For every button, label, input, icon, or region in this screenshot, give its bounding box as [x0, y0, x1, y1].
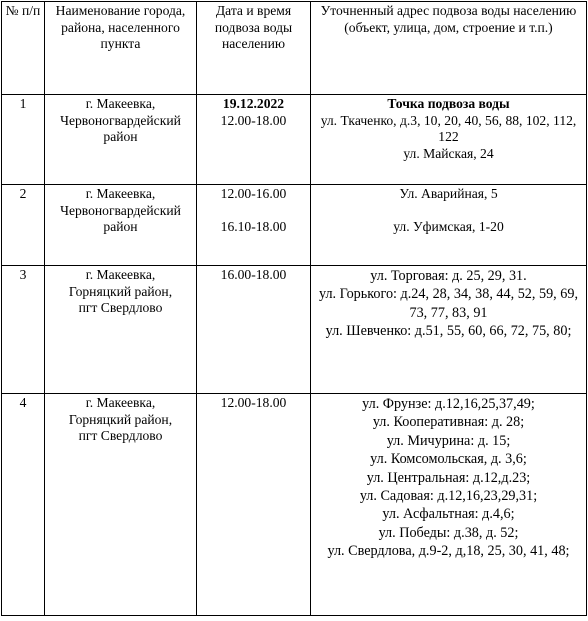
row-time [197, 266, 311, 394]
city-line: район [103, 219, 138, 235]
city-line: г. Макеевка, [85, 395, 156, 410]
city-line: Червоногвардейский [60, 202, 181, 218]
table-row [2, 95, 587, 185]
city-line: Червоногвардейский [60, 112, 181, 128]
row-city [45, 266, 197, 394]
header-time [197, 2, 311, 95]
row-address [311, 185, 587, 266]
row-number [2, 185, 45, 266]
table-row [2, 266, 587, 394]
city-line: Горняцкий район, [68, 283, 173, 299]
row-city [45, 394, 197, 616]
address-line: ул. Шевченко: д.51, 55, 60, 66, 72, 75, 80; [325, 323, 572, 340]
delivery-time: 12.00-16.00 [220, 186, 287, 201]
address-line: ул. Асфальтная: д.4,6; [382, 506, 515, 523]
table-header-row [2, 2, 587, 95]
address-line: ул. Победы: д.38, д. 52; [378, 524, 519, 541]
address-line: ул. Комсомольская, д. 3,6; [370, 451, 527, 468]
address-line: ул. Мичурина: д. 15; [386, 432, 511, 449]
delivery-time: 16.10-18.00 [220, 219, 287, 235]
city-line: г. Макеевка, [85, 96, 156, 111]
address-line: ул. Торговая: д. 25, 29, 31. [370, 268, 527, 284]
header-number [2, 2, 45, 95]
header-time-text: Дата и время подвоза воды населению [214, 3, 293, 52]
water-delivery-schedule-table [1, 1, 587, 616]
city-line: Горняцкий район, [68, 411, 173, 427]
table-row [2, 185, 587, 266]
row-time [197, 95, 311, 185]
row-address [311, 266, 587, 394]
table-row [2, 394, 587, 616]
row-address [311, 95, 587, 185]
row-time [197, 394, 311, 616]
row-number-text: 1 [19, 96, 27, 111]
city-line: г. Макеевка, [85, 267, 156, 282]
address-line: ул. Центральная: д.12,д.23; [366, 469, 531, 486]
row-city [45, 95, 197, 185]
delivery-time: 12.00-18.00 [220, 395, 287, 410]
city-line: район [103, 129, 138, 145]
row-number-text: 4 [19, 395, 27, 410]
row-city [45, 185, 197, 266]
address-line: ул. Ткаченко, д.3, 10, 20, 40, 56, 88, 102, 112, 122 [320, 112, 577, 145]
address-line: ул. Свердлова, д.9-2, д,18, 25, 30, 41, 48; [327, 543, 570, 560]
row-number-text: 2 [19, 186, 27, 201]
address-title: Точка подвоза воды [387, 96, 510, 111]
city-line: пгт Свердлово [78, 300, 163, 316]
delivery-time: 12.00-18.00 [220, 112, 287, 128]
address-line: ул. Горького: д.24, 28, 34, 38, 44, 52, 59, 69, 73, 77, 83, 91 [318, 286, 579, 321]
header-city-text: Наименование города, района, населенного пункта [55, 3, 186, 52]
header-number-text: № п/п [5, 3, 41, 18]
delivery-date: 19.12.2022 [222, 96, 285, 111]
row-number [2, 266, 45, 394]
address-line: ул. Уфимская, 1-20 [393, 219, 504, 235]
row-number-text: 3 [19, 267, 27, 282]
address-line: ул. Садовая: д.12,16,23,29,31; [359, 488, 538, 505]
delivery-time: 16.00-18.00 [220, 267, 287, 282]
row-number [2, 95, 45, 185]
address-line: ул. Фрунзе: д.12,16,25,37,49; [362, 396, 535, 412]
header-city [45, 2, 197, 95]
city-line: пгт Свердлово [78, 428, 163, 444]
row-address [311, 394, 587, 616]
address-line: ул. Кооперативная: д. 28; [372, 414, 525, 431]
header-address [311, 2, 587, 95]
row-number [2, 394, 45, 616]
row-time [197, 185, 311, 266]
address-line: Ул. Аварийная, 5 [399, 186, 498, 201]
header-address-text: Уточненный адрес подвоза воды населению (объект, улица, дом, строение и т.п.) [320, 3, 577, 35]
address-line: ул. Майская, 24 [403, 146, 494, 162]
city-line: г. Макеевка, [85, 186, 156, 201]
